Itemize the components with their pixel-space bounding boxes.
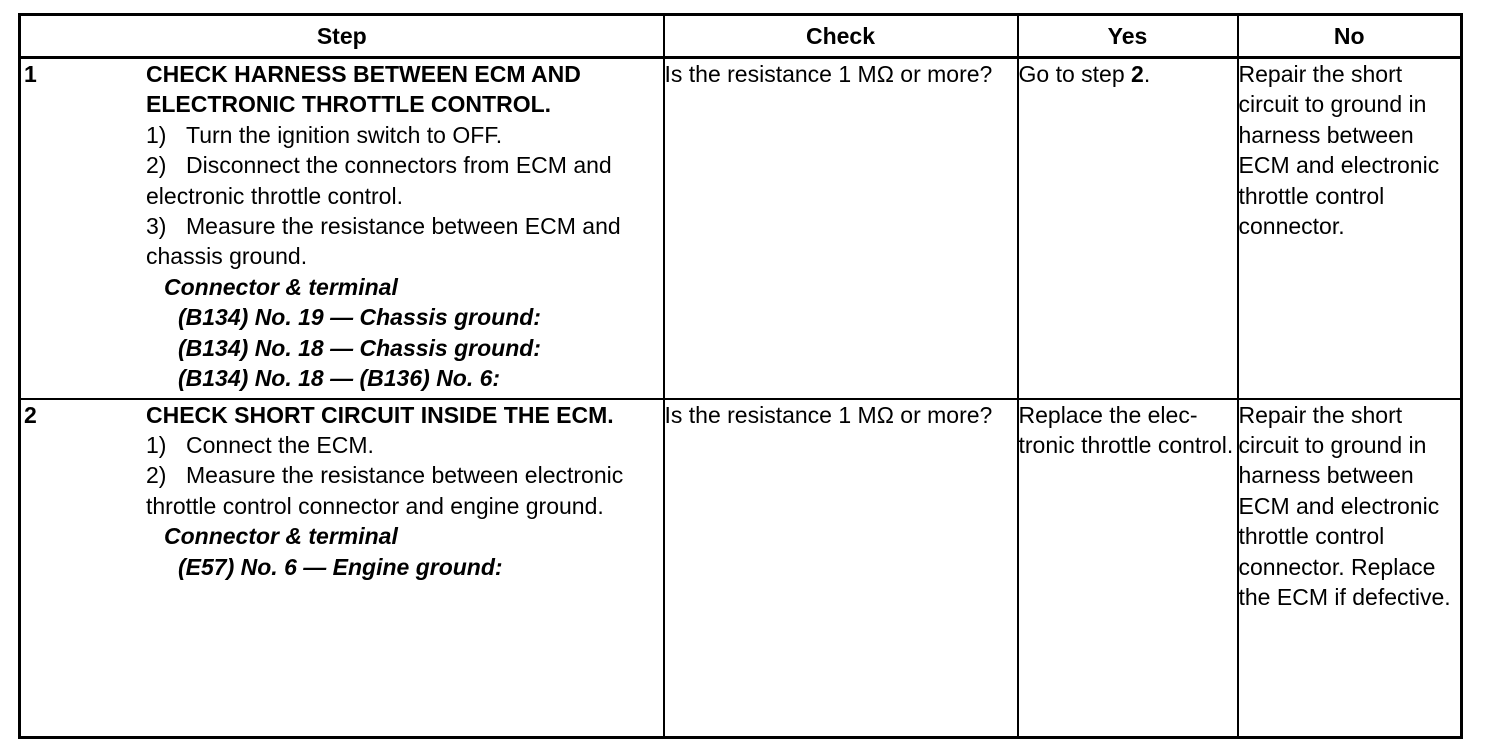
yes-cell: Replace the electronic throttle control. [1018,399,1238,738]
step-cell [20,399,664,738]
step-number: 2 [24,401,37,428]
substep-text: Disconnect the connectors from ECM and electronic throttle control. [146,152,612,209]
connector-heading: Connector & terminal [164,273,398,300]
no-cell: Repair the short circuit to ground in harness between ECM and electronic throttle control connector. Replace the ECM if defective. [1238,399,1462,738]
substep-number: 3) [146,213,167,240]
connector-line: (B134) No. 18 — (B136) No. 6: [178,365,501,392]
step-cell [20,58,664,399]
check-cell: Is the resistance 1 MΩ or more? [664,58,1018,399]
diagnostic-table [18,13,1463,739]
connector-line: (E57) No. 6 — Engine ground: [178,553,503,580]
header-no: No [1238,15,1462,58]
substep [146,120,663,150]
yes-prefix: Go to step [1018,61,1132,87]
yes-suffix: . [1143,61,1151,87]
substep-number: 1) [146,431,167,458]
table-row [20,58,1462,399]
header-check: Check [664,15,1018,58]
header-row [20,15,1462,58]
substep [146,460,663,521]
step-body [146,400,663,582]
table-row [20,399,1462,738]
substep-number: 2) [146,152,167,179]
substep-text: Measure the resistance between ECM and chassis ground. [146,213,621,270]
connector-heading: Connector & terminal [164,523,398,550]
no-cell: Repair the short circuit to ground in harness between ECM and electronic throttle control connector. [1238,58,1462,399]
connector-line: (B134) No. 18 — Chassis ground: [178,334,541,361]
step-body [146,59,663,393]
substep-number: 1) [146,121,167,148]
check-cell: Is the resistance 1 MΩ or more? [664,399,1018,738]
yes-cell [1018,58,1238,399]
header-step: Step [20,15,664,58]
substep [146,430,663,460]
substep [146,150,663,211]
step-title: CHECK HARNESS BETWEEN ECM AND ELECTRONIC THROTTLE CONTROL. [146,61,581,118]
connector-line: (B134) No. 19 — Chassis ground: [178,304,541,331]
step-title: CHECK SHORT CIRCUIT INSIDE THE ECM. [146,401,614,428]
substep-text: Measure the resistance between electronic throttle control connector and engine ground. [146,462,624,519]
substep [146,211,663,272]
substep-text: Turn the ignition switch to OFF. [186,121,503,148]
substep-text: Connect the ECM. [186,431,374,458]
header-yes: Yes [1018,15,1238,58]
substep-number: 2) [146,462,167,489]
yes-step-link: 2 [1131,61,1144,87]
step-number: 1 [24,61,37,87]
